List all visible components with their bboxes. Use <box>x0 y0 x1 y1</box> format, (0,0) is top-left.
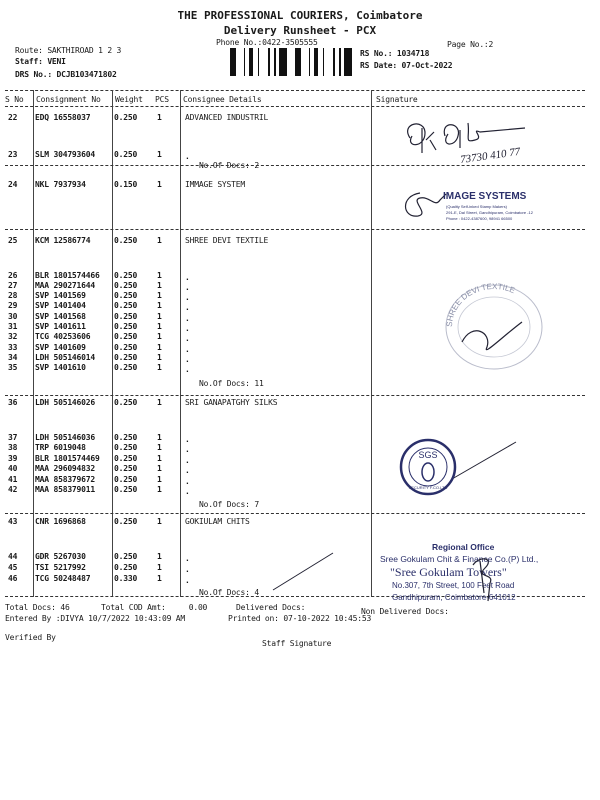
barcode-bar <box>258 48 259 76</box>
stamp-gokulam-line3: "Sree Gokulam Towers" <box>390 565 507 579</box>
row-consignment-number: SVP 1401404 <box>35 301 86 310</box>
row-weight: 0.330 <box>114 574 138 583</box>
row-serial-number: 43 <box>8 517 18 526</box>
row-serial-number: 28 <box>8 291 18 300</box>
row-consignee-dot: . <box>185 152 190 161</box>
divider <box>5 106 585 107</box>
row-consignment-number: SVP 1401611 <box>35 322 86 331</box>
row-pieces: 1 <box>157 291 162 300</box>
row-consignee-dot: . <box>185 466 190 475</box>
row-consignment-number: BLR 1801574466 <box>35 271 100 280</box>
row-consignment-number: EDQ 16558037 <box>35 113 91 122</box>
barcode-bar <box>268 48 270 76</box>
row-weight: 0.250 <box>114 322 138 331</box>
row-serial-number: 27 <box>8 281 18 290</box>
barcode-bar <box>252 48 253 76</box>
row-pieces: 1 <box>157 563 162 572</box>
row-weight: 0.250 <box>114 433 138 442</box>
row-serial-number: 24 <box>8 180 18 189</box>
stamp-phone: Phone : 0422-4387600, 98941 66500 <box>446 216 513 221</box>
row-pieces: 1 <box>157 552 162 561</box>
barcode-bar <box>230 48 233 76</box>
row-serial-number: 45 <box>8 563 18 572</box>
row-pieces: 1 <box>157 574 162 583</box>
row-consignee-dot: . <box>185 554 190 563</box>
row-consignee-dot: . <box>185 365 190 374</box>
row-consignment-number: SVP 1401610 <box>35 363 86 372</box>
row-weight: 0.250 <box>114 271 138 280</box>
drs-number: DRS No.: DCJB103471802 <box>15 70 117 79</box>
row-consignee-dot: . <box>185 303 190 312</box>
row-consignee-dot: . <box>185 456 190 465</box>
row-consignment-number: NKL 7937934 <box>35 180 86 189</box>
row-consignment-number: TSI 5217992 <box>35 563 86 572</box>
row-weight: 0.250 <box>114 552 138 561</box>
row-serial-number: 39 <box>8 454 18 463</box>
row-serial-number: 37 <box>8 433 18 442</box>
stamp-sgs-ring: SECURITY F.CO.LTD <box>408 485 448 490</box>
barcode-bar <box>333 48 335 76</box>
row-consignment-number: MAA 296094832 <box>35 464 96 473</box>
row-serial-number: 30 <box>8 312 18 321</box>
barcode-bar <box>344 48 347 76</box>
total-docs: Total Docs: 46 <box>5 603 70 612</box>
row-consignment-number: CNR 1696868 <box>35 517 86 526</box>
row-consignee-dot: . <box>185 355 190 364</box>
row-weight: 0.250 <box>114 332 138 341</box>
row-serial-number: 29 <box>8 301 18 310</box>
column-header-pcs: PCS <box>155 95 169 104</box>
delivered-docs: Delivered Docs: <box>236 603 306 612</box>
route: Route: SAKTHIROAD 1 2 3 <box>15 46 122 55</box>
row-consignee-dot: . <box>185 334 190 343</box>
row-weight: 0.250 <box>114 398 138 407</box>
row-consignment-number: SVP 1401569 <box>35 291 86 300</box>
row-consignee-dot: . <box>185 565 190 574</box>
row-consignment-number: MAA 858379011 <box>35 485 96 494</box>
stamp-sgs-name: SGS <box>418 450 438 460</box>
row-serial-number: 33 <box>8 343 18 352</box>
row-consignee-dot: . <box>185 477 190 486</box>
row-serial-number: 36 <box>8 398 18 407</box>
row-weight: 0.250 <box>114 485 138 494</box>
row-pieces: 1 <box>157 271 162 280</box>
row-consignment-number: BLR 1801574469 <box>35 454 100 463</box>
phone-number: Phone No.:0422-3505555 <box>216 38 318 47</box>
row-consignee-dot: . <box>185 283 190 292</box>
row-weight: 0.250 <box>114 517 138 526</box>
verified-by-label: Verified By <box>5 633 56 642</box>
docs-count: No.Of Docs: 2 <box>199 161 260 170</box>
row-weight: 0.250 <box>114 475 138 484</box>
row-pieces: 1 <box>157 113 162 122</box>
row-consignee-dot: . <box>185 314 190 323</box>
stamp-tagline: (Quality Self-inked Stamp Makers) <box>446 204 507 209</box>
column-line <box>180 90 181 597</box>
row-consignment-number: GDR 5267030 <box>35 552 86 561</box>
column-header-weight: Weight <box>115 95 143 104</box>
svg-text:SHREE DEVI TEXTILE <box>445 282 516 327</box>
row-pieces: 1 <box>157 343 162 352</box>
row-pieces: 1 <box>157 443 162 452</box>
row-consignee-name: ADVANCED INDUSTRIL <box>185 113 269 122</box>
barcode-bar <box>317 48 318 76</box>
barcode-bar <box>349 48 352 76</box>
row-consignment-number: TRP 6019048 <box>35 443 86 452</box>
row-pieces: 1 <box>157 332 162 341</box>
barcode-bar <box>284 48 287 76</box>
row-serial-number: 40 <box>8 464 18 473</box>
row-consignment-number: TCG 50248487 <box>35 574 91 583</box>
row-consignment-number: SLM 304793604 <box>35 150 96 159</box>
row-consignee-name: SRI GANAPATGHY SILKS <box>185 398 278 407</box>
barcode-bar <box>279 48 282 76</box>
barcode-bar <box>298 48 301 76</box>
row-weight: 0.250 <box>114 291 138 300</box>
handwritten-number: 73730 410 77 <box>459 145 522 167</box>
row-consignment-number: TCG 40253606 <box>35 332 91 341</box>
barcode-bar <box>274 48 276 76</box>
pen-stroke <box>268 548 338 598</box>
row-serial-number: 35 <box>8 363 18 372</box>
barcode-bar <box>309 48 310 76</box>
row-weight: 0.250 <box>114 443 138 452</box>
divider <box>5 229 585 230</box>
row-pieces: 1 <box>157 433 162 442</box>
row-consignee-dot: . <box>185 445 190 454</box>
stamp-sgs <box>398 435 538 505</box>
row-serial-number: 31 <box>8 322 18 331</box>
staff-signature-label: Staff Signature <box>262 639 332 648</box>
row-serial-number: 41 <box>8 475 18 484</box>
row-weight: 0.250 <box>114 363 138 372</box>
total-cod-amount: Total COD Amt: 0.00 <box>101 603 208 612</box>
barcode-bar <box>295 48 298 76</box>
divider <box>5 395 585 396</box>
row-pieces: 1 <box>157 517 162 526</box>
column-header-consignee: Consignee Details <box>183 95 262 104</box>
stamp-address: 291-E, Dal Street, Gandhipuram, Coimbatore -12 <box>446 210 533 215</box>
non-delivered-docs: Non Delivered Docs: <box>361 607 449 616</box>
stamp-shree-devi <box>432 272 552 372</box>
barcode-bar <box>347 48 349 76</box>
barcode-bar <box>323 48 324 76</box>
row-weight: 0.250 <box>114 312 138 321</box>
row-pieces: 1 <box>157 454 162 463</box>
row-consignment-number: SVP 1401609 <box>35 343 86 352</box>
row-serial-number: 38 <box>8 443 18 452</box>
stamp-gokulam-line1: Regional Office <box>432 542 495 552</box>
row-pieces: 1 <box>157 180 162 189</box>
column-line <box>371 90 372 597</box>
barcode-bar <box>244 48 245 76</box>
company-title: THE PROFESSIONAL COURIERS, Coimbatore <box>177 9 423 22</box>
entered-by: Entered By :DIVYA 10/7/2022 10:43:09 AM <box>5 614 186 623</box>
row-weight: 0.250 <box>114 150 138 159</box>
barcode-bar <box>282 48 284 76</box>
row-serial-number: 23 <box>8 150 18 159</box>
row-pieces: 1 <box>157 363 162 372</box>
column-line <box>112 90 113 597</box>
row-consignment-number: KCM 12586774 <box>35 236 91 245</box>
row-consignment-number: MAA 290271644 <box>35 281 96 290</box>
row-weight: 0.250 <box>114 353 138 362</box>
row-consignee-dot: . <box>185 345 190 354</box>
column-line <box>33 90 34 597</box>
row-pieces: 1 <box>157 312 162 321</box>
row-serial-number: 44 <box>8 552 18 561</box>
barcode <box>230 48 354 76</box>
row-consignment-number: LDH 505146014 <box>35 353 96 362</box>
row-consignee-dot: . <box>185 293 190 302</box>
divider <box>5 90 585 91</box>
row-consignment-number: SVP 1401568 <box>35 312 86 321</box>
row-weight: 0.250 <box>114 113 138 122</box>
row-serial-number: 42 <box>8 485 18 494</box>
row-pieces: 1 <box>157 398 162 407</box>
divider <box>5 513 585 514</box>
row-pieces: 1 <box>157 475 162 484</box>
docs-count: No.Of Docs: 4 <box>199 588 260 597</box>
stamp-gokulam-line4: No.307, 7th Street, 100 Feet Road <box>392 581 515 590</box>
row-weight: 0.150 <box>114 180 138 189</box>
barcode-bar <box>249 48 252 76</box>
row-consignment-number: LDH 505146026 <box>35 398 96 407</box>
row-pieces: 1 <box>157 301 162 310</box>
row-weight: 0.250 <box>114 236 138 245</box>
row-serial-number: 34 <box>8 353 18 362</box>
stamp-shree-devi-text: SHREE DEVI TEXTILE <box>444 281 517 328</box>
barcode-bar <box>339 48 341 76</box>
row-weight: 0.250 <box>114 281 138 290</box>
row-weight: 0.250 <box>114 464 138 473</box>
row-consignee-dot: . <box>185 435 190 444</box>
row-weight: 0.250 <box>114 563 138 572</box>
row-consignee-dot: . <box>185 324 190 333</box>
row-pieces: 1 <box>157 353 162 362</box>
row-serial-number: 46 <box>8 574 18 583</box>
column-header-sno: S No <box>5 95 24 104</box>
column-header-consignment: Consignment No <box>36 95 101 104</box>
document-title: Delivery Runsheet - PCX <box>223 24 377 37</box>
column-header-signature: Signature <box>376 95 418 104</box>
stamp-image-systems-name: IMAGE SYSTEMS <box>443 191 527 202</box>
row-pieces: 1 <box>157 150 162 159</box>
stamp-gokulam-line5: Gandhipuram, Coimbatore-641012 <box>392 593 516 602</box>
row-weight: 0.250 <box>114 301 138 310</box>
row-serial-number: 26 <box>8 271 18 280</box>
row-weight: 0.250 <box>114 343 138 352</box>
divider <box>5 165 585 166</box>
rs-number: RS No.: 1034718 <box>360 49 430 58</box>
printed-on: Printed on: 07-10-2022 10:45:53 <box>228 614 372 623</box>
row-pieces: 1 <box>157 485 162 494</box>
barcode-bar <box>314 48 317 76</box>
row-pieces: 1 <box>157 281 162 290</box>
row-consignment-number: MAA 858379672 <box>35 475 96 484</box>
row-serial-number: 25 <box>8 236 18 245</box>
row-consignee-name: IMMAGE SYSTEM <box>185 180 246 189</box>
signature-scribble <box>470 553 500 603</box>
page-number: Page No.:2 <box>447 40 494 49</box>
row-consignee-name: GOKIULAM CHITS <box>185 517 250 526</box>
row-consignment-number: LDH 505146036 <box>35 433 96 442</box>
row-pieces: 1 <box>157 322 162 331</box>
row-consignee-dot: . <box>185 487 190 496</box>
rs-date: RS Date: 07-Oct-2022 <box>360 61 453 70</box>
barcode-bar <box>233 48 236 76</box>
row-weight: 0.250 <box>114 454 138 463</box>
docs-count: No.Of Docs: 11 <box>199 379 264 388</box>
row-consignee-name: SHREE DEVI TEXTILE <box>185 236 269 245</box>
row-pieces: 1 <box>157 464 162 473</box>
row-consignee-dot: . <box>185 273 190 282</box>
row-consignee-dot: . <box>185 576 190 585</box>
staff: Staff: VENI <box>15 57 66 66</box>
row-serial-number: 32 <box>8 332 18 341</box>
row-serial-number: 22 <box>8 113 18 122</box>
row-pieces: 1 <box>157 236 162 245</box>
docs-count: No.Of Docs: 7 <box>199 500 260 509</box>
stamp-gokulam-line2: Sree Gokulam Chit & Finance Co.(P) Ltd., <box>380 554 539 564</box>
